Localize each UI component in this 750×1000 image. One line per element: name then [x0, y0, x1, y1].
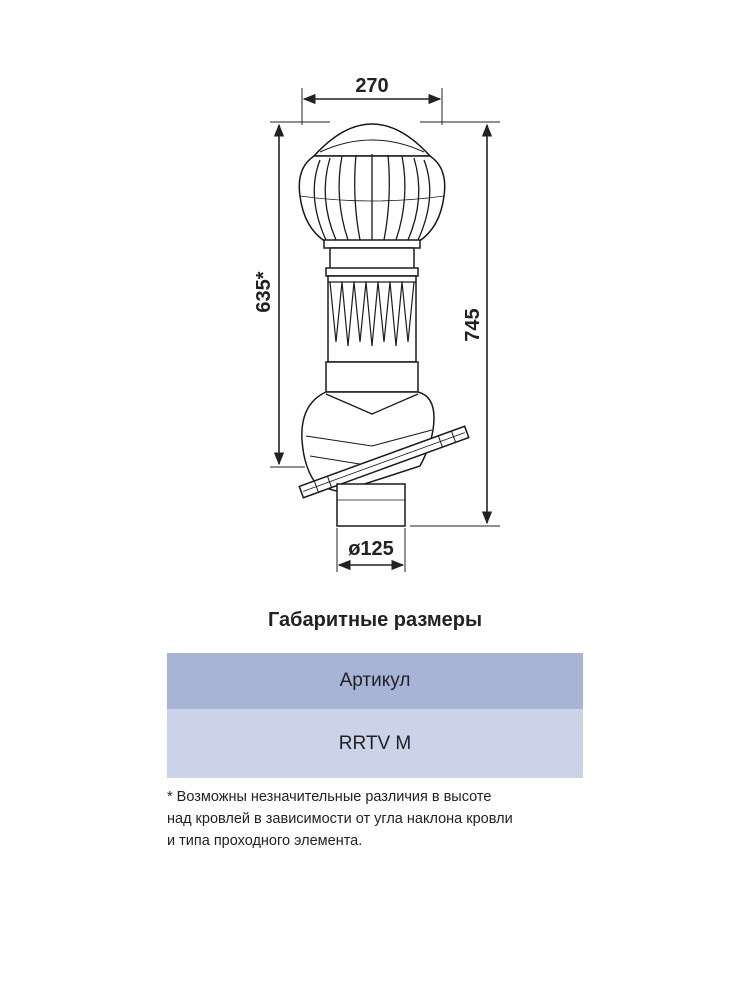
table-header-label: Артикул	[339, 670, 411, 691]
footnote-line: и типа проходного элемента.	[167, 833, 363, 849]
section-title: Габаритные размеры	[267, 609, 483, 631]
table-row	[167, 709, 583, 778]
article-code: RRTV M	[338, 732, 412, 754]
total-height-label: 745	[462, 308, 484, 342]
dimension-pipe-diameter	[337, 528, 405, 572]
height-above-roof-label: 635*	[253, 271, 275, 313]
dimension-width-top	[302, 75, 442, 125]
footnote-line: над кровлей в зависимости от угла наклона кровли	[167, 811, 513, 827]
footnote-line: * Возможны незначительные различия в высоте	[167, 789, 492, 805]
footnote	[167, 786, 597, 852]
table-header-row	[167, 653, 583, 709]
pipe-diameter-label: ø125	[348, 538, 394, 560]
article-table	[167, 653, 583, 778]
width-label: 270	[355, 75, 389, 97]
turbine-ventilator-illustration	[299, 124, 468, 526]
